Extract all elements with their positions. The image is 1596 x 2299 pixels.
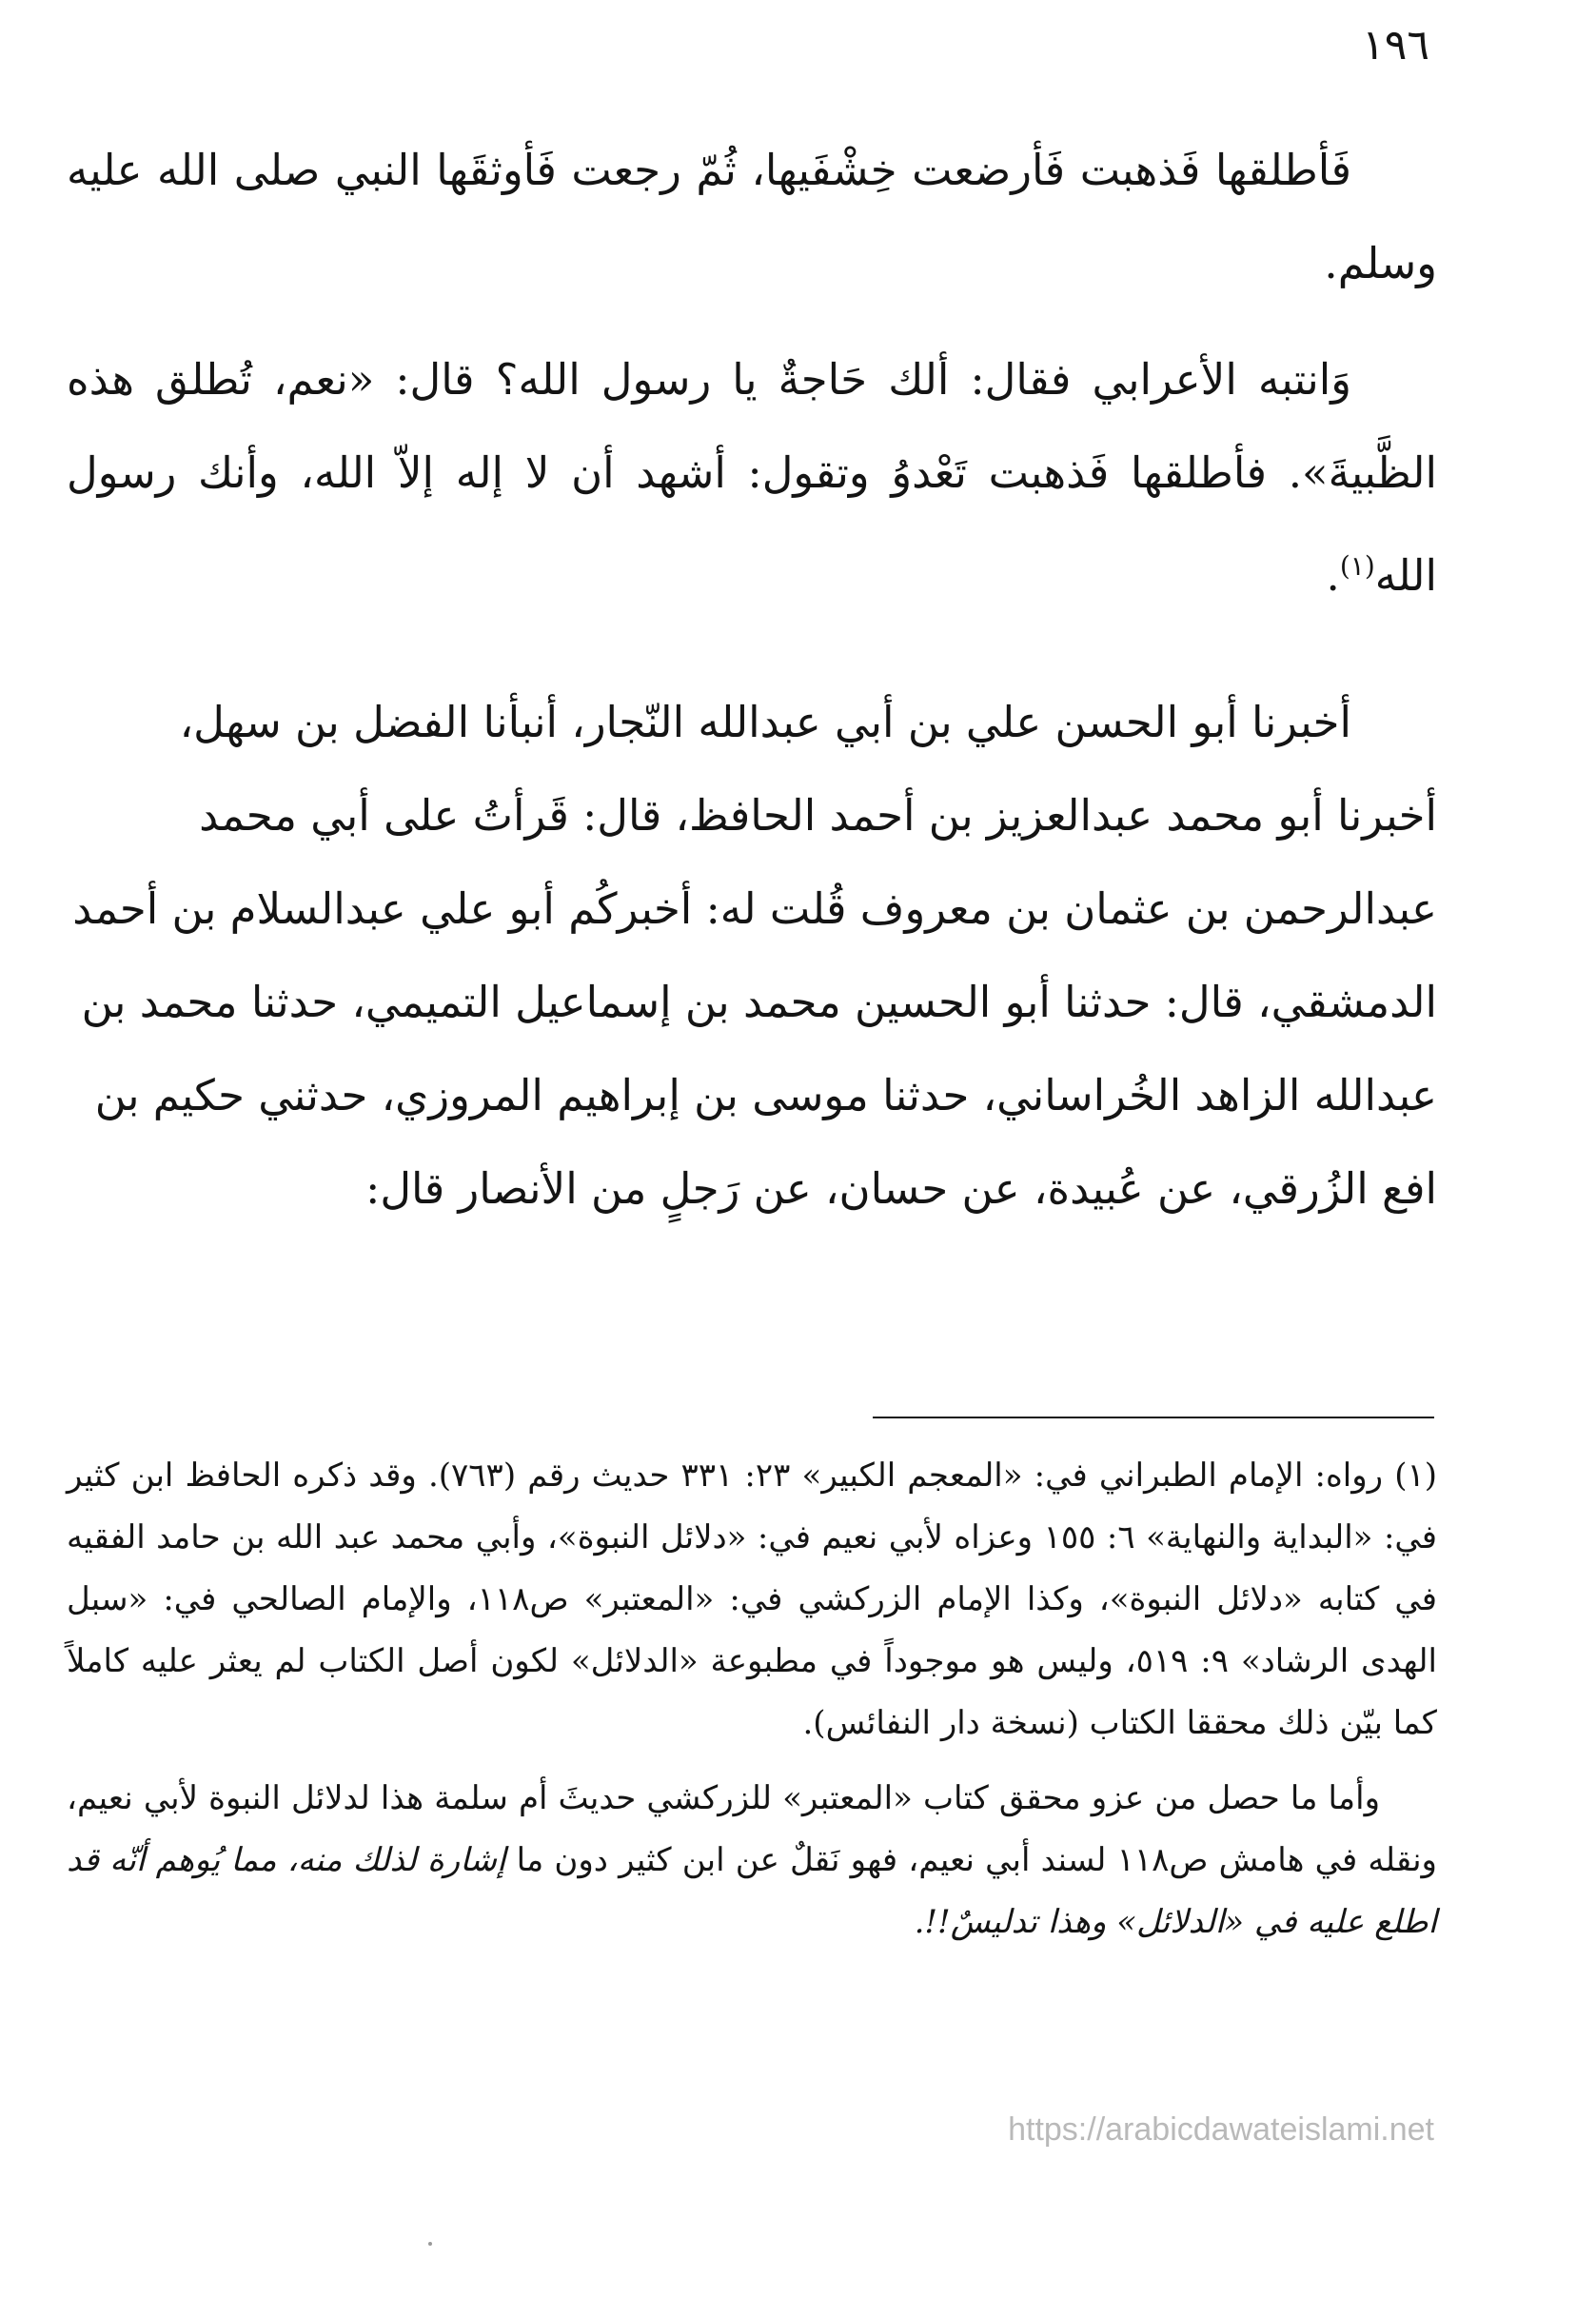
watermark-url: https://arabicdawateislami.net (1008, 2111, 1434, 2148)
footnotes (67, 1445, 1437, 1953)
footnote-2-text: وأما ما حصل من عزو محقق كتاب «المعتبر» للزركشي حديثَ أم سلمة هذا لدلائل النبوة لأبي نعيم، ونقله في هامش ص١١٨ لسند أبي نعيم، فهو نَقلٌ عن ابن كثير دون ما (67, 1779, 1437, 1879)
scan-speck (428, 2242, 432, 2246)
page-number: ١٩٦ (1362, 21, 1429, 69)
footnote-reference: (١) (1339, 550, 1375, 582)
main-text (67, 124, 1437, 1236)
paragraph-2 (67, 333, 1437, 623)
paragraph-2-text: وَانتبه الأعرابي فقال: ألك حَاجةٌ يا رسول الله؟ قال: «نعم، تُطلق هذه الظَّبيةَ». فأطلقها فَذهبت تَعْدوُ وتقول: أشهد أن لا إله إلاّ الله، وأنك رسول الله (67, 354, 1437, 601)
paragraph-2-end: . (1326, 550, 1340, 601)
footnote-2-tail: إشارة لذلك منه، مما يُوهم أنّه قد اطلع عليه في «الدلائل» وهذا تدليسٌ!!. (67, 1841, 1437, 1941)
footnote-2 (67, 1768, 1437, 1953)
paragraph-1: فَأطلقها فَذهبت فَأرضعت خِشْفَيها، ثُمّ رجعت فَأوثقَها النبي صلى الله عليه وسلم. (67, 145, 1437, 288)
footnote-1: (١) رواه: الإمام الطبراني في: «المعجم الكبير» ٢٣: ٣٣١ حديث رقم (٧٦٣). وقد ذكره الحافظ ابن كثير في: «البداية والنهاية» ٦: ١٥٥ وعزاه لأبي نعيم في: «دلائل النبوة»، وأبي محمد عبد الله بن حامد الفقيه في كتابه «دلائل النبوة»، وكذا الإمام الزركشي في: «المعتبر» ص١١٨، والإمام الصالحي في: «سبل الهدى الرشاد» ٩: ٥١٩، وليس هو موجوداً في مطبوعة «الدلائل» لكون أصل الكتاب لم يعثر عليه كاملاً كما بيّن ذلك محققا الكتاب (نسخة دار النفائس). (67, 1457, 1437, 1742)
paragraph-3: أخبرنا أبو الحسن علي بن أبي عبدالله النّجار، أنبأنا الفضل بن سهل، أخبرنا أبو محمد عبدالعزيز بن أحمد الحافظ، قال: قَرأتُ على أبي محمد عبدالرحمن بن عثمان بن معروف قُلت له: أخبركُم أبو علي عبدالسلام بن أحمد الدمشقي، قال: حدثنا أبو الحسين محمد بن إسماعيل التميمي، حدثنا محمد بن عبدالله الزاهد الخُراساني، حدثنا موسى بن إبراهيم المروزي، حدثني حكيم بن افع الزُرقي، عن عُبيدة، عن حسان، عن رَجلٍ من الأنصار قال: (72, 697, 1437, 1214)
footnote-separator (873, 1417, 1434, 1418)
